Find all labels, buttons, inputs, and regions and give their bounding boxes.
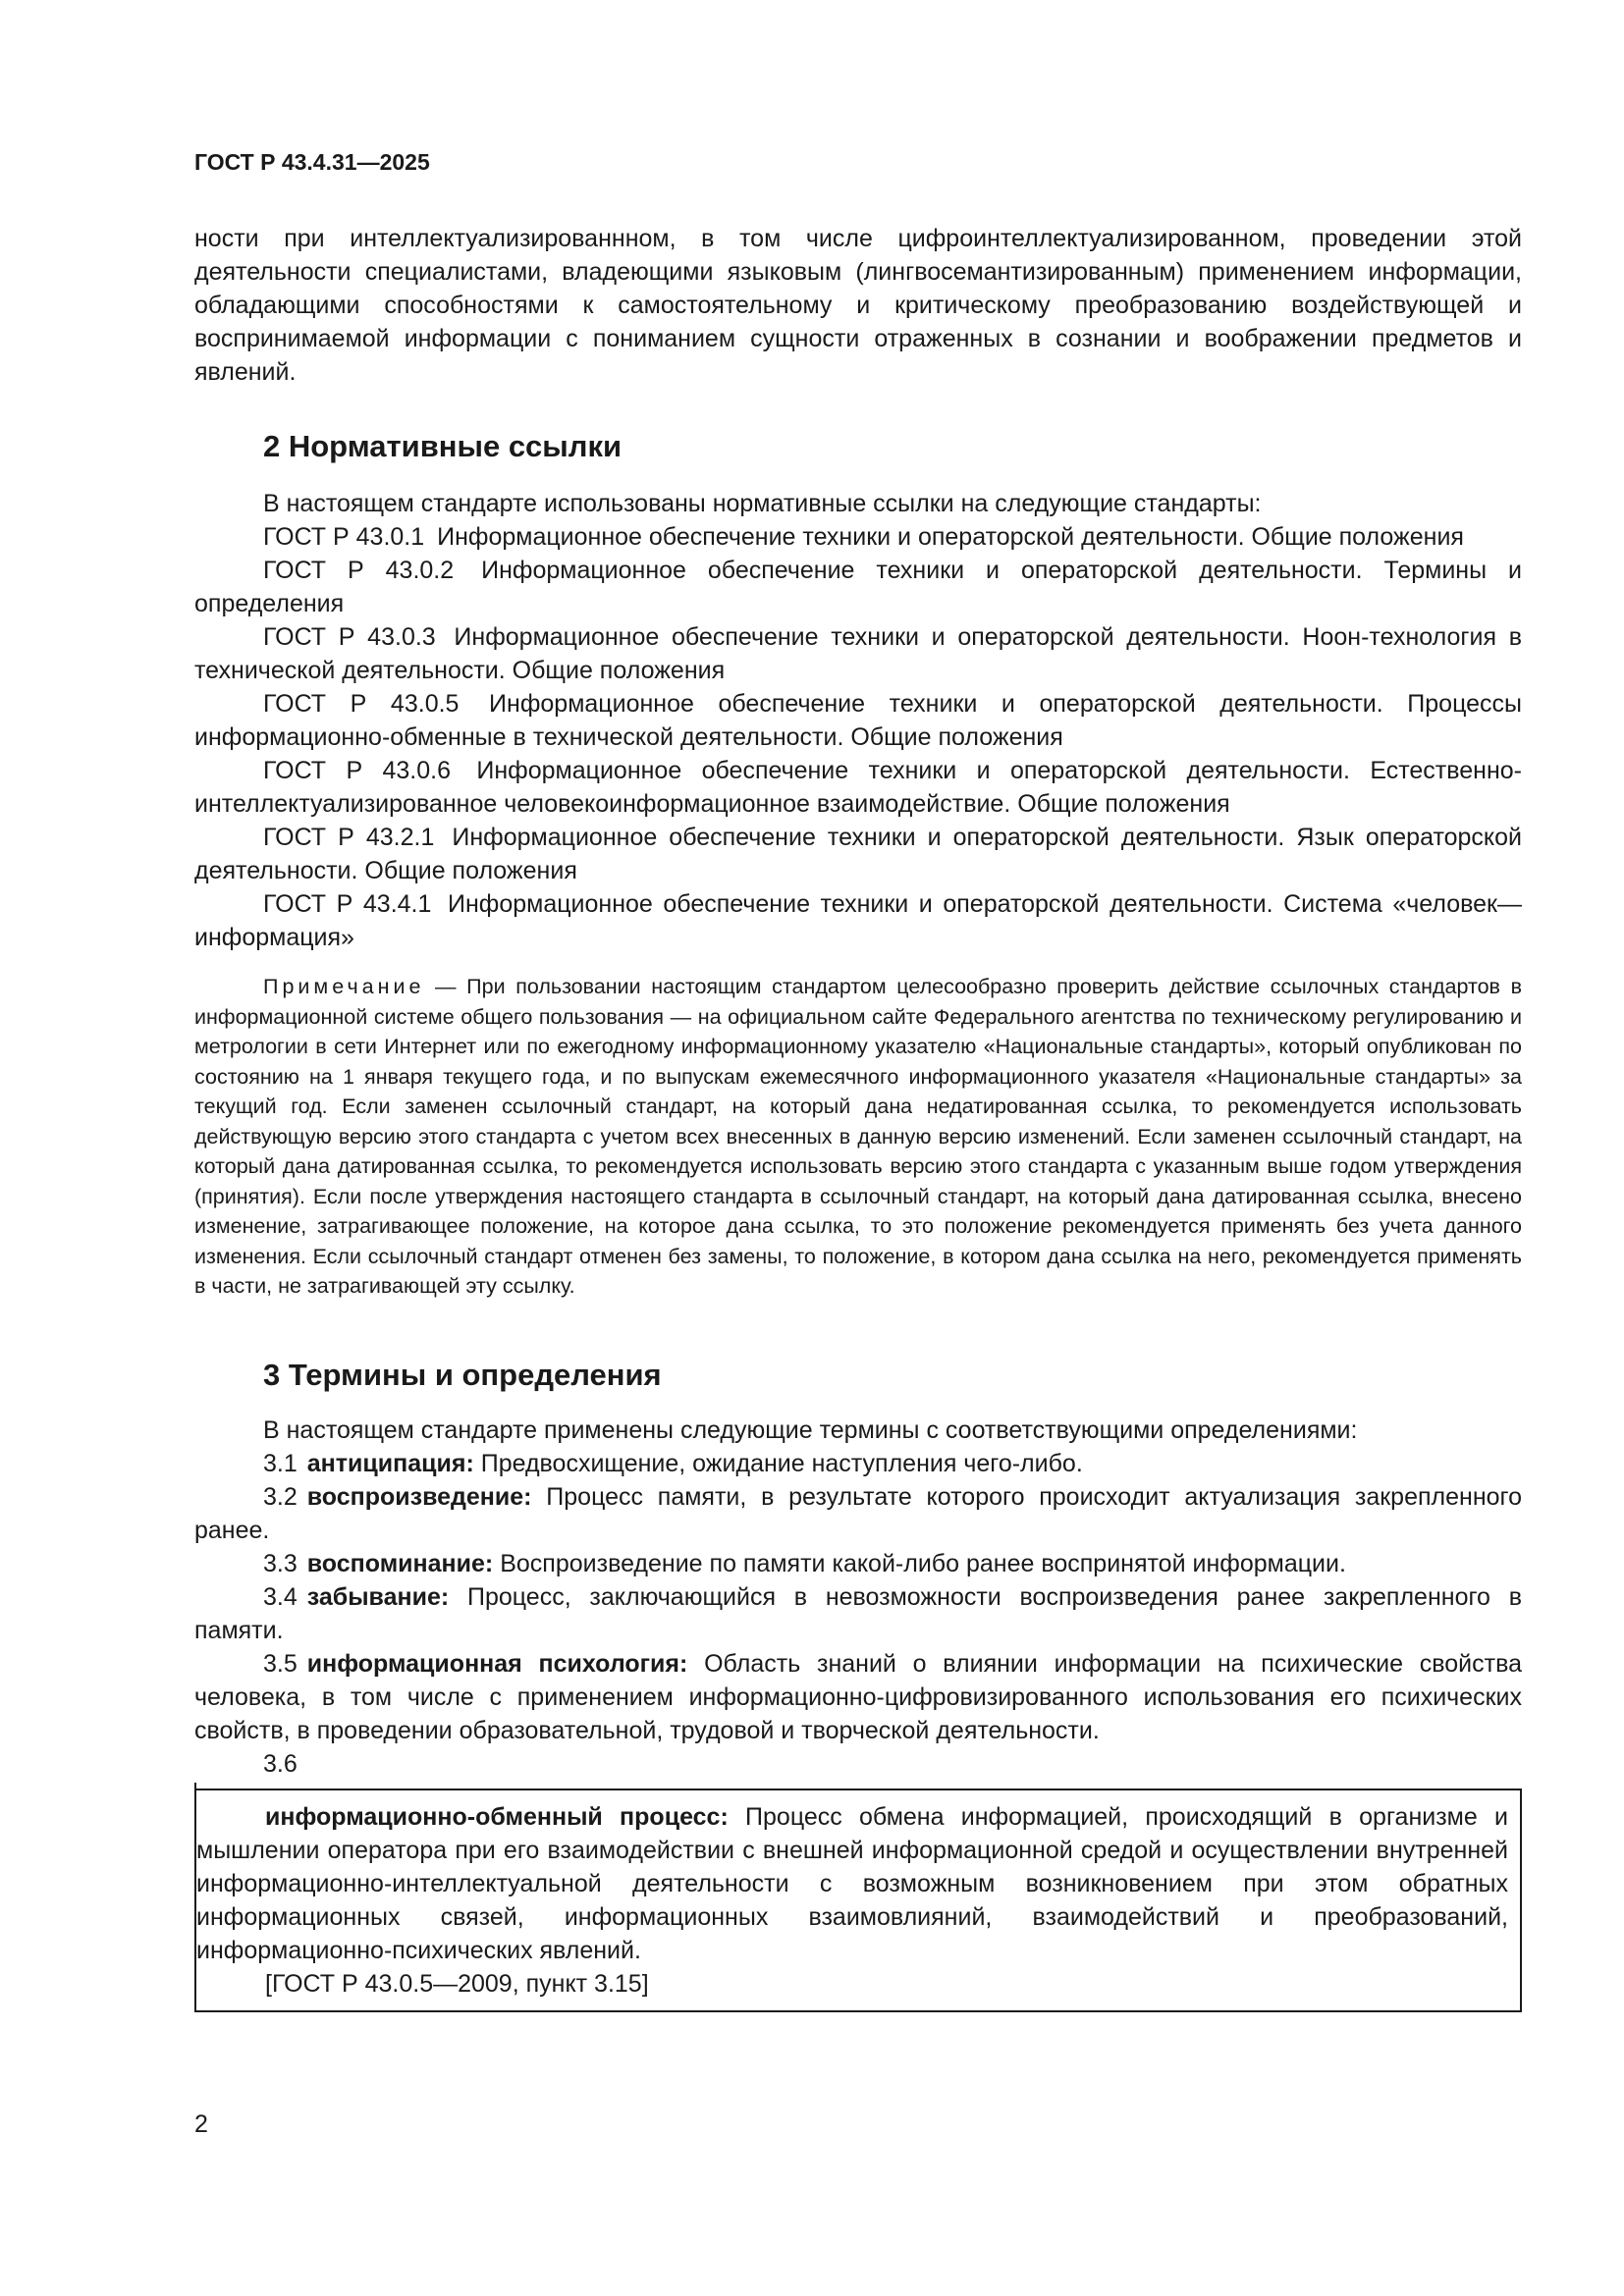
normative-references-list	[194, 520, 1522, 954]
reference-item: ГОСТ Р 43.2.1 Информационное обеспечение техники и операторской деятельности. Язык операторской деятельности. Общие положения	[194, 824, 1523, 884]
page-content	[194, 222, 1522, 2012]
reference-item: ГОСТ Р 43.0.1 Информационное обеспечение техники и операторской деятельности. Общие положения	[263, 523, 1464, 551]
boxed-term-number: 3.6	[263, 1749, 298, 1778]
reference-item: ГОСТ Р 43.0.3 Информационное обеспечение техники и операторской деятельности. Ноон-технология в технической деятельности. Общие положения	[194, 623, 1522, 684]
reference-item: ГОСТ Р 43.4.1 Информационное обеспечение техники и операторской деятельности. Система «человек—информация»	[194, 890, 1522, 951]
boxed-term-source: [ГОСТ Р 43.0.5—2009, пункт 3.15]	[265, 1969, 649, 1998]
term-item: 3.3 воспоминание: Воспроизведение по памяти какой-либо ранее воспринятой информации.	[263, 1549, 1346, 1577]
note-label: Примечание	[263, 975, 425, 998]
note-paragraph	[194, 972, 1522, 1302]
term-item: 3.4 забывание: Процесс, заключающийся в невозможности воспроизведения ранее закрепленного в памяти.	[194, 1582, 1522, 1644]
reference-item: ГОСТ Р 43.0.5 Информационное обеспечение техники и операторской деятельности. Процессы информационно-обменные в технической деятельности. Общие положения	[194, 690, 1522, 751]
section-3-heading: 3 Термины и определения	[263, 1357, 662, 1392]
document-header: ГОСТ Р 43.4.31—2025	[194, 149, 430, 175]
boxed-term-frame	[194, 1789, 1522, 2012]
note-text: — При пользовании настоящим стандартом целесообразно проверить действие ссылочных стандартов в информационной системе общего пользования — на официальном сайте Федерального агентства по техническому регулированию и метрологии в сети Интернет или по ежегодному информационному указателю «Национальные стандарты», который опубликован по состоянию на 1 января текущего года, и по выпускам ежемесячного информационного указателя «Национальные стандарты» за текущий год. Если заменен ссылочный стандарт, на который дана недатированная ссылка, то рекомендуется использовать действующую версию этого стандарта с учетом всех внесенных в данную версию изменений. Если заменен ссылочный стандарт, на который дана датированная ссылка, то рекомендуется использовать версию этого стандарта с указанным выше годом утверждения (принятия). Если после утверждения настоящего стандарта в ссылочный стандарт, на который дана датированная ссылка, внесено изменение, затрагивающее положение, на которое дана ссылка, то это положение рекомендуется применять без учета данного изменения. Если ссылочный стандарт отменен без замены, то положение, в котором дана ссылка на него, рекомендуется применять в части, не затрагивающей эту ссылку.	[194, 975, 1522, 1298]
section-3-lead: В настоящем стандарте применены следующие термины с соответствующими определениями:	[263, 1415, 1358, 1444]
intro-paragraph: ности при интеллектуализированнном, в том числе цифроинтеллектуализированном, проведении этой деятельности специалистами, владеющими языковым (лингвосемантизированным) применением информации, обладающими способностями к самостоятельному и критическому преобразованию воздействующей и воспринимаемой информации с пониманием сущности отраженных в сознании и воображении предметов и явлений.	[194, 225, 1522, 386]
section-2-heading: 2 Нормативные ссылки	[263, 429, 623, 463]
boxed-term-definition: информационно-обменный процесс: Процесс обмена информацией, происходящий в организме и мышлении оператора при его взаимодействии с внешней информационной средой и осуществлении внутренней информационно-интеллектуальной деятельности с возможным возникновением при этом обратных информационных связей, информационных взаимовлияний, взаимодействий и преобразований, информационно-психических явлений.	[196, 1802, 1508, 1964]
term-item: 3.2 воспроизведение: Процесс памяти, в результате которого происходит актуализация закрепленного ранее.	[194, 1482, 1523, 1544]
section-2-lead: В настоящем стандарте использованы нормативные ссылки на следующие стандарты:	[263, 490, 1262, 517]
reference-item: ГОСТ Р 43.0.6 Информационное обеспечение техники и операторской деятельности. Естественно-интеллектуализированное человекоинформационное взаимодействие. Общие положения	[194, 757, 1522, 818]
term-item: 3.5 информационная психология: Область знаний о влиянии информации на психические свойства человека, в том числе с применением информационно-цифровизированного использования его психических свойств, в проведении образовательной, трудовой и творческой деятельности.	[194, 1649, 1522, 1744]
terms-list	[194, 1447, 1522, 1747]
term-item: 3.1 антиципация: Предвосхищение, ожидание наступления чего-либо.	[263, 1449, 1083, 1477]
reference-item: ГОСТ Р 43.0.2 Информационное обеспечение техники и операторской деятельности. Термины и определения	[194, 557, 1522, 617]
page-number: 2	[194, 2110, 208, 2138]
